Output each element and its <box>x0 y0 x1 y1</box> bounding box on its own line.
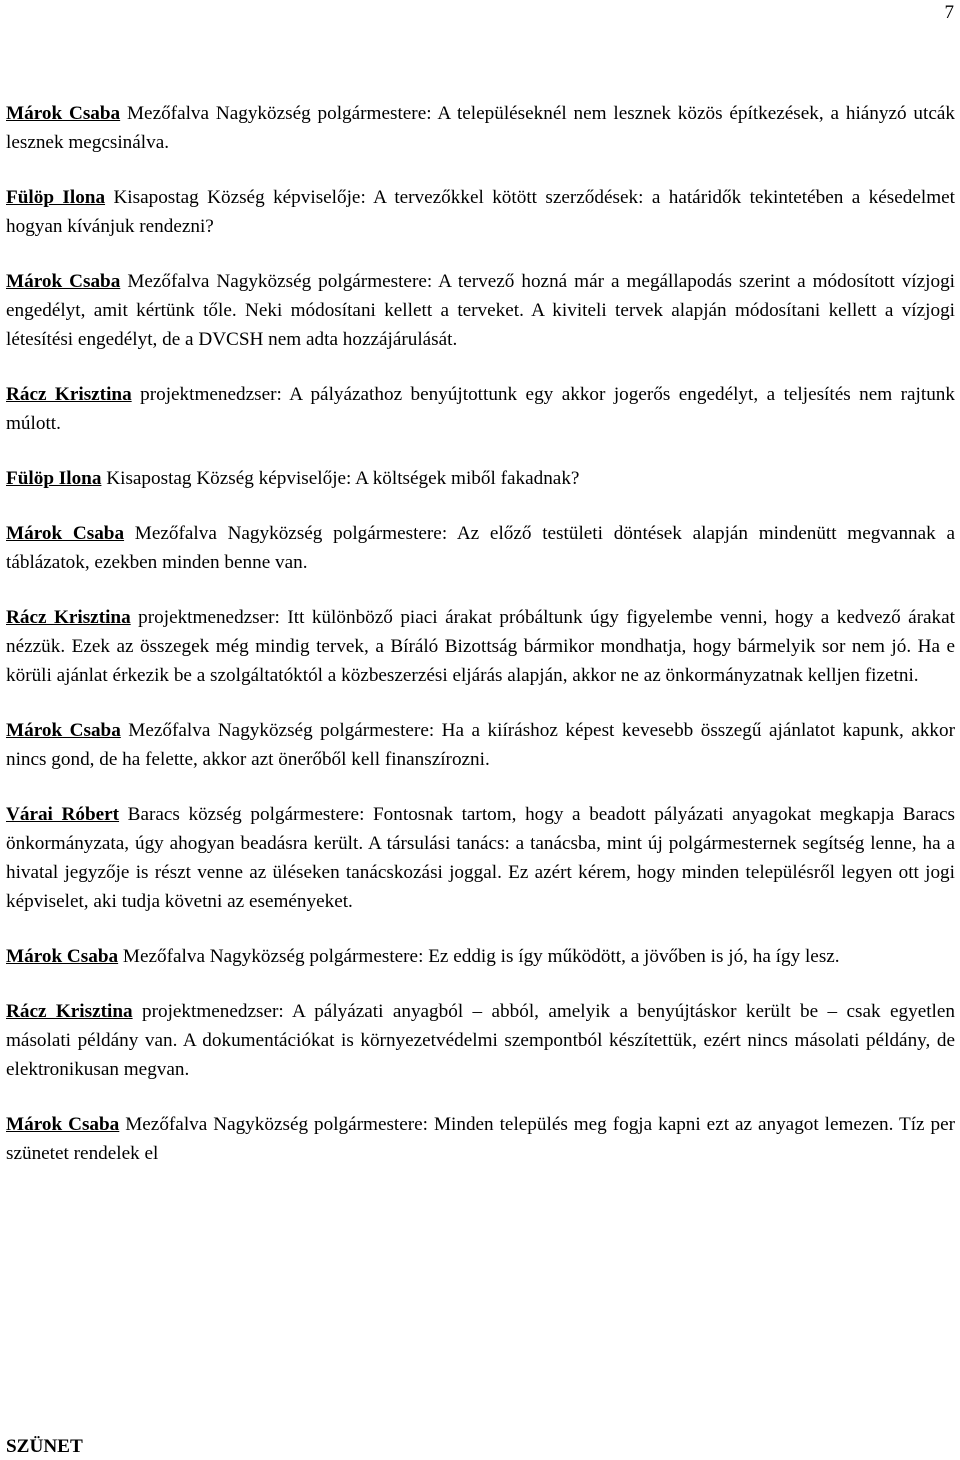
paragraph <box>6 99 955 157</box>
speaker-name: Márok Csaba <box>6 720 121 741</box>
speaker-name: Márok Csaba <box>6 103 121 124</box>
paragraph-text: Mezőfalva Nagyközség polgármestere: Minden település meg fogja kapni ezt az anyagot lemezen. Tíz per szünetet rendelek el <box>6 1114 955 1164</box>
speaker-name: Márok Csaba <box>6 271 121 292</box>
paragraph-text: Mezőfalva Nagyközség polgármestere: Az előző testületi döntések alapján mindenütt megvannak a táblázatok, ezekben minden benne van. <box>6 523 955 573</box>
paragraph-text: projektmenedzser: A pályázathoz benyújtottunk egy akkor jogerős engedélyt, a teljesítés nem rajtunk múlott. <box>6 384 955 434</box>
paragraph <box>6 380 955 438</box>
paragraph <box>6 603 955 690</box>
break-heading: SZÜNET <box>6 1436 83 1457</box>
paragraph-text: Kisapostag Község képviselője: A költségek miből fakadnak? <box>101 468 580 489</box>
paragraph-text: projektmenedzser: Itt különböző piaci árakat próbáltunk úgy figyelembe venni, hogy a kedvező árakat nézzük. Ezek az összegek még mindig tervek, a Bíráló Bizottság bármikor mondhatja, hogy bármelyik sor nem jó. Ha e körüli ajánlat érkezik be a szolgáltatóktól a közbeszerzési eljárás alapján, akkor ne az önkormányzatnak kelljen fizetni. <box>6 607 955 686</box>
document-body <box>6 99 955 1194</box>
paragraph <box>6 464 955 493</box>
paragraph <box>6 1110 955 1168</box>
speaker-name: Márok Csaba <box>6 1114 120 1135</box>
paragraph <box>6 267 955 354</box>
paragraph-text: Mezőfalva Nagyközség polgármestere: Ha a kiíráshoz képest kevesebb összegű ajánlatot kapunk, akkor nincs gond, de ha felette, akkor azt önerőből kell finanszírozni. <box>6 720 955 770</box>
paragraph-text: projektmenedzser: A pályázati anyagból – abból, amelyik a benyújtáskor került be – csak egyetlen másolati példány van. A dokumentációkat is környezetvédelmi szempontból készítettük, ezért nincs másolati példány, de elektronikusan megvan. <box>6 1001 955 1080</box>
speaker-name: Márok Csaba <box>6 523 125 544</box>
speaker-name: Várai Róbert <box>6 804 120 825</box>
speaker-name: Rácz Krisztina <box>6 607 131 628</box>
page-number: 7 <box>944 2 954 23</box>
speaker-name: Márok Csaba <box>6 946 119 967</box>
paragraph-text: Mezőfalva Nagyközség polgármestere: A településeknél nem lesznek közös építkezések, a hiányzó utcák lesznek megcsinálva. <box>6 103 955 153</box>
paragraph-text: Kisapostag Község képviselője: A tervezőkkel kötött szerződések: a határidők tekintetében a késedelmet hogyan kívánjuk rendezni? <box>6 187 955 237</box>
paragraph <box>6 716 955 774</box>
paragraph <box>6 800 955 916</box>
speaker-name: Rácz Krisztina <box>6 384 132 405</box>
paragraph-text: Baracs község polgármestere: Fontosnak tartom, hogy a beadott pályázati anyagokat megkapja Baracs önkormányzata, úgy ahogyan beadásra került. A társulási tanács: a tanácsba, mint új polgármesternek segítség lenne, ha a hivatal jegyzője is részt venne az üléseken tanácskozási joggal. Ez azért kérem, hogy minden településről legyen ott jogi képviselet, aki tudja követni az eseményeket. <box>6 804 956 912</box>
paragraph <box>6 519 955 577</box>
paragraph-text: Mezőfalva Nagyközség polgármestere: Ez eddig is így működött, a jövőben is jó, ha így lesz. <box>118 946 840 967</box>
paragraph-text: Mezőfalva Nagyközség polgármestere: A tervező hozná már a megállapodás szerint a módosított vízjogi engedélyt, amit kértünk tőle. Neki módosítani kellett a terveket. A kiviteli tervek alapján módosítani kellett a vízjogi létesítési engedélyt, de a DVCSH nem adta hozzájárulását. <box>6 271 956 350</box>
speaker-name: Fülöp Ilona <box>6 187 106 208</box>
speaker-name: Fülöp Ilona <box>6 468 102 489</box>
paragraph <box>6 942 955 971</box>
paragraph <box>6 183 955 241</box>
speaker-name: Rácz Krisztina <box>6 1001 133 1022</box>
paragraph <box>6 997 955 1084</box>
